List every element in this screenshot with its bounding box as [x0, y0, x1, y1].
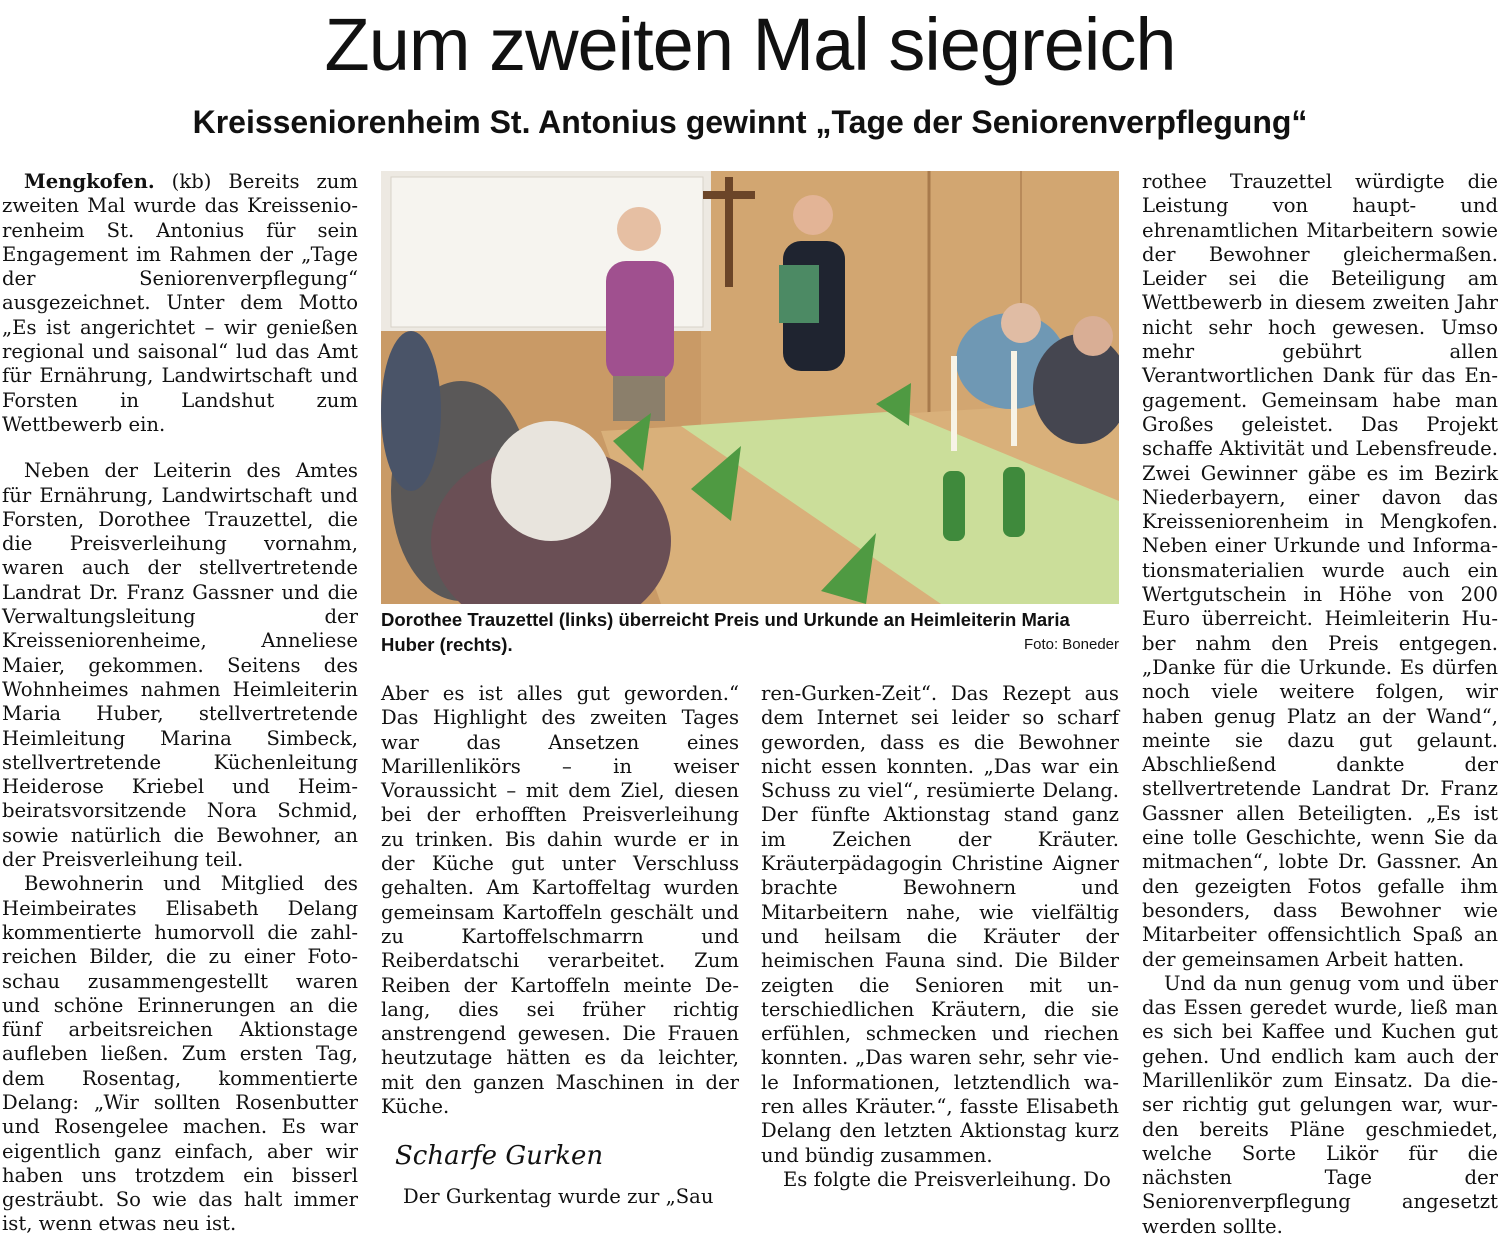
- paragraph: [2, 170, 358, 437]
- paragraph: Bewohnerin und Mitglied des Heimbeirates Elisabeth Delang kommentierte humorvoll die zahlreichen Bilder, die zu einer Fotoschau zusammengestellt waren und schöne Erinnerungen an die fünf arbeitsreichen Aktionstage aufleben ließen. Zum ersten Tag, dem Rosentag, kommentierte Delang: „Wir sollten Rosenbutter und Rosengelee machen. Es war eigentlich ganz einfach, aber wir haben uns trotzdem ein bisserl gesträubt. So wie das halt immer ist, wenn etwas neu ist.: [2, 872, 358, 1236]
- dateline: Mengkofen.: [24, 170, 155, 193]
- article-subheadline: Kreisseniorenheim St. Antonius gewinnt „Tage der Seniorenverpflegung“: [192, 104, 1308, 140]
- photo-credit: Foto: Boneder: [1023, 636, 1119, 653]
- text-column-3: [761, 682, 1119, 1192]
- paragraph: Es folgte die Preisverleihung. Do: [783, 1167, 1111, 1191]
- caption-text: Dorothee Trauzettel (links) überreicht Preis und Urkunde an Heimleiterin Maria Huber (rechts).: [381, 609, 1070, 655]
- text-column-4: [1142, 170, 1498, 1239]
- section-subheading: Scharfe Gurken: [395, 1141, 604, 1172]
- article-photo: [381, 171, 1119, 604]
- text-column-1: [2, 170, 358, 1237]
- paragraph-text: (kb) Bereits zum zweiten Mal wurde das Kreisseniorenheim St. Antonius für sein Engagement im Rahmen der „Tage der Seniorenverpflegung“ ausgezeichnet. Unter dem Motto „Es ist angerichtet – wir genießen regional und saisonal“ lud das Amt für Ernährung, Landwirtschaft und Forsten in Landshut zum Wettbewerb ein.: [2, 170, 358, 436]
- paragraph: Der Gurkentag wurde zur „Sau: [403, 1185, 714, 1209]
- text-column-2: [381, 682, 739, 1210]
- paragraph: Und da nun genug vom und über das Essen geredet wurde, ließ man es sich bei Kaffee und Kuchen gut gehen. Und endlich kam auch der Marillenlikör zum Einsatz. Da dieser richtig gut gelungen war, wurden bereits Pläne geschmiedet, welche Sorte Likör für die nächsten Tage der Seniorenverpflegung angesetzt werden sollte.: [1142, 971, 1498, 1238]
- photo-illustration: [381, 171, 1119, 604]
- article-headline: Zum zweiten Mal siegreich: [324, 3, 1176, 86]
- paragraph: Neben der Leiterin des Amtes für Ernährung, Landwirtschaft und Forsten, Dorothee Trauzettel, die die Preisverleihung vornahm, waren auch der stellvertretende Landrat Dr. Franz Gassner und die Verwaltungsleitung der Kreisseniorenheime, Anneliese Maier, gekommen. Seitens des Wohnheimes nahmen Heimleiterin Maria Huber, stellvertretende Heimleitung Marina Simbeck, stellvertretende Küchenleitung Heiderose Kriebel und Heimbeiratsvorsitzende Nora Schmid, sowie natürlich die Bewohner, an der Preisverleihung teil.: [2, 459, 358, 872]
- photo-caption: [381, 607, 1119, 657]
- paragraph: Aber es ist alles gut geworden.“ Das Highlight des zweiten Tages war das Ansetzen eines Marillenlikörs – in weiser Voraussicht – mit dem Ziel, diesen bei der erhofften Preisverleihung zu trinken. Bis dahin wurde er in der Küche gut unter Verschluss gehalten. Am Kartoffeltag wurden gemeinsam Kartoffeln geschält und zu Kartoffelschmarrn und Reiberdatschi verarbeitet. Zum Reiben der Kartoffeln meinte Delang, dies sei früher richtig anstrengend gewesen. Die Frauen heutzutage hätten es da leichter, mit den ganzen Maschinen in der Küche.: [381, 682, 739, 1119]
- paragraph: rothee Trauzettel würdigte die Leistung von haupt- und ehrenamtlichen Mitarbeitern sowie der Bewohner gleichermaßen. Leider sei die Beteiligung am Wettbewerb in diesem zweiten Jahr nicht sehr hoch gewesen. Umso mehr gebührt allen Verantwortlichen Dank für das Engagement. Gemeinsam habe man Großes geleistet. Das Projekt schaffe Aktivität und Lebensfreude. Zwei Gewinner gäbe es im Bezirk Niederbayern, einer davon das Kreisseniorenheim in Mengkofen. Neben einer Urkunde und Informationsmaterialien wurde auch ein Wertgutschein in Höhe von 200 Euro überreicht. Heimleiterin Huber nahm den Preis entgegen. „Danke für die Urkunde. Es dürfen noch viele weitere folgen, wir haben genug Platz an der Wand“, meinte sie dazu gut gelaunt. Abschließend dankte der stellvertretende Landrat Dr. Franz Gassner allen Beteiligten. „Es ist eine tolle Geschichte, wenn Sie da mitmachen“, lobte Dr. Gassner. An den gezeigten Fotos gefalle ihm besonders, dass Bewohner wie Mitarbeiter offensichtlich Spaß an der gemeinsamen Arbeit hatten.: [1142, 170, 1498, 971]
- paragraph: ren-Gurken-Zeit“. Das Rezept aus dem Internet sei leider so scharf geworden, dass es die Bewohner nicht essen konnten. „Das war ein Schuss zu viel“, resümierte Delang. Der fünfte Aktionstag stand ganz im Zeichen der Kräuter. Kräuterpädagogin Christine Aigner brachte Bewohnern und Mitarbeitern nahe, wie vielfältig und heilsam die Kräuter der heimischen Fauna sind. Die Bilder zeigten die Senioren mit unterschiedlichen Kräutern, die sie erfühlen, schmecken und riechen konnten. „Das waren sehr, sehr viele Informationen, letztendlich waren alles Kräuter.“, fasste Elisabeth Delang den letzten Aktionstag kurz und bündig zusammen.: [761, 682, 1119, 1167]
